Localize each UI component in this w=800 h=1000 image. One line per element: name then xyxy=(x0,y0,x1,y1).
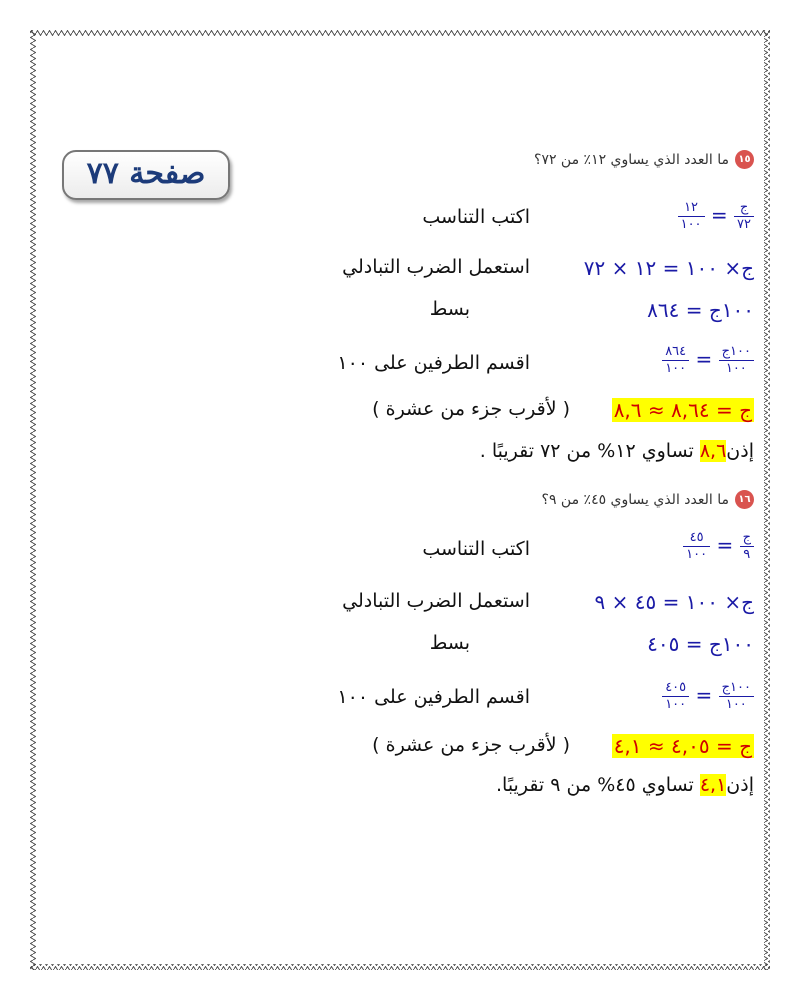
conclusion-value: ٨,٦ xyxy=(699,440,727,462)
divide-step: $\frac{\text{١٠٠ج}}{١٠٠}$ = $\frac{٨٦٤}{١٠٠}$ xyxy=(662,344,754,377)
answer-step xyxy=(612,734,754,758)
step-note: بسط xyxy=(429,298,470,320)
question-text: ما العدد الذي يساوي ١٢٪ من ٧٢؟ xyxy=(534,151,729,168)
step-note: استعمل الضرب التبادلي xyxy=(342,256,530,278)
conclusion: إذن٤,١ تساوي ٤٥% من ٩ تقريبًا. xyxy=(495,774,754,796)
simplify-step: ١٠٠ج = ٤٠٥ xyxy=(647,632,754,656)
step-note: استعمل الضرب التبادلي xyxy=(342,590,530,612)
page-number-badge: صفحة ٧٧ xyxy=(62,150,230,200)
question-16 xyxy=(542,490,754,509)
step-note: بسط xyxy=(429,632,470,654)
question-number-badge: ١٦ xyxy=(735,490,754,509)
highlighted-answer: ج = ٨,٦٤ ≈ ٨,٦ xyxy=(613,398,752,422)
step-note: اقسم الطرفين على ١٠٠ xyxy=(337,352,530,374)
step-note: ( لأقرب جزء من عشرة ) xyxy=(372,734,570,756)
proportion-step: $\frac{\text{ج}}{٩}$ = $\frac{٤٥}{١٠٠}$ xyxy=(683,530,754,563)
cross-multiply-step: ج× ١٠٠ = ١٢ × ٧٢ xyxy=(583,256,754,280)
step-note: ( لأقرب جزء من عشرة ) xyxy=(372,398,570,420)
conclusion-value: ٤,١ xyxy=(699,774,727,796)
question-15 xyxy=(534,150,754,169)
highlighted-answer: ج = ٤,٠٥ ≈ ٤,١ xyxy=(613,734,752,758)
divide-step: $\frac{\text{١٠٠ج}}{١٠٠}$ = $\frac{٤٠٥}{١٠٠}$ xyxy=(662,680,754,713)
question-number-badge: ١٥ xyxy=(735,150,754,169)
simplify-step: ١٠٠ج = ٨٦٤ xyxy=(647,298,754,322)
step-note: اقسم الطرفين على ١٠٠ xyxy=(337,686,530,708)
proportion-step: $\frac{\text{ج}}{٧٢}$ = $\frac{١٢}{١٠٠}$ xyxy=(678,200,754,233)
cross-multiply-step: ج× ١٠٠ = ٤٥ × ٩ xyxy=(594,590,754,614)
question-text: ما العدد الذي يساوي ٤٥٪ من ٩؟ xyxy=(541,491,729,508)
conclusion: إذن٨,٦ تساوي ١٢% من ٧٢ تقريبًا . xyxy=(479,440,754,462)
step-note: اكتب التناسب xyxy=(422,538,530,560)
answer-step xyxy=(612,398,754,422)
step-note: اكتب التناسب xyxy=(422,206,530,228)
